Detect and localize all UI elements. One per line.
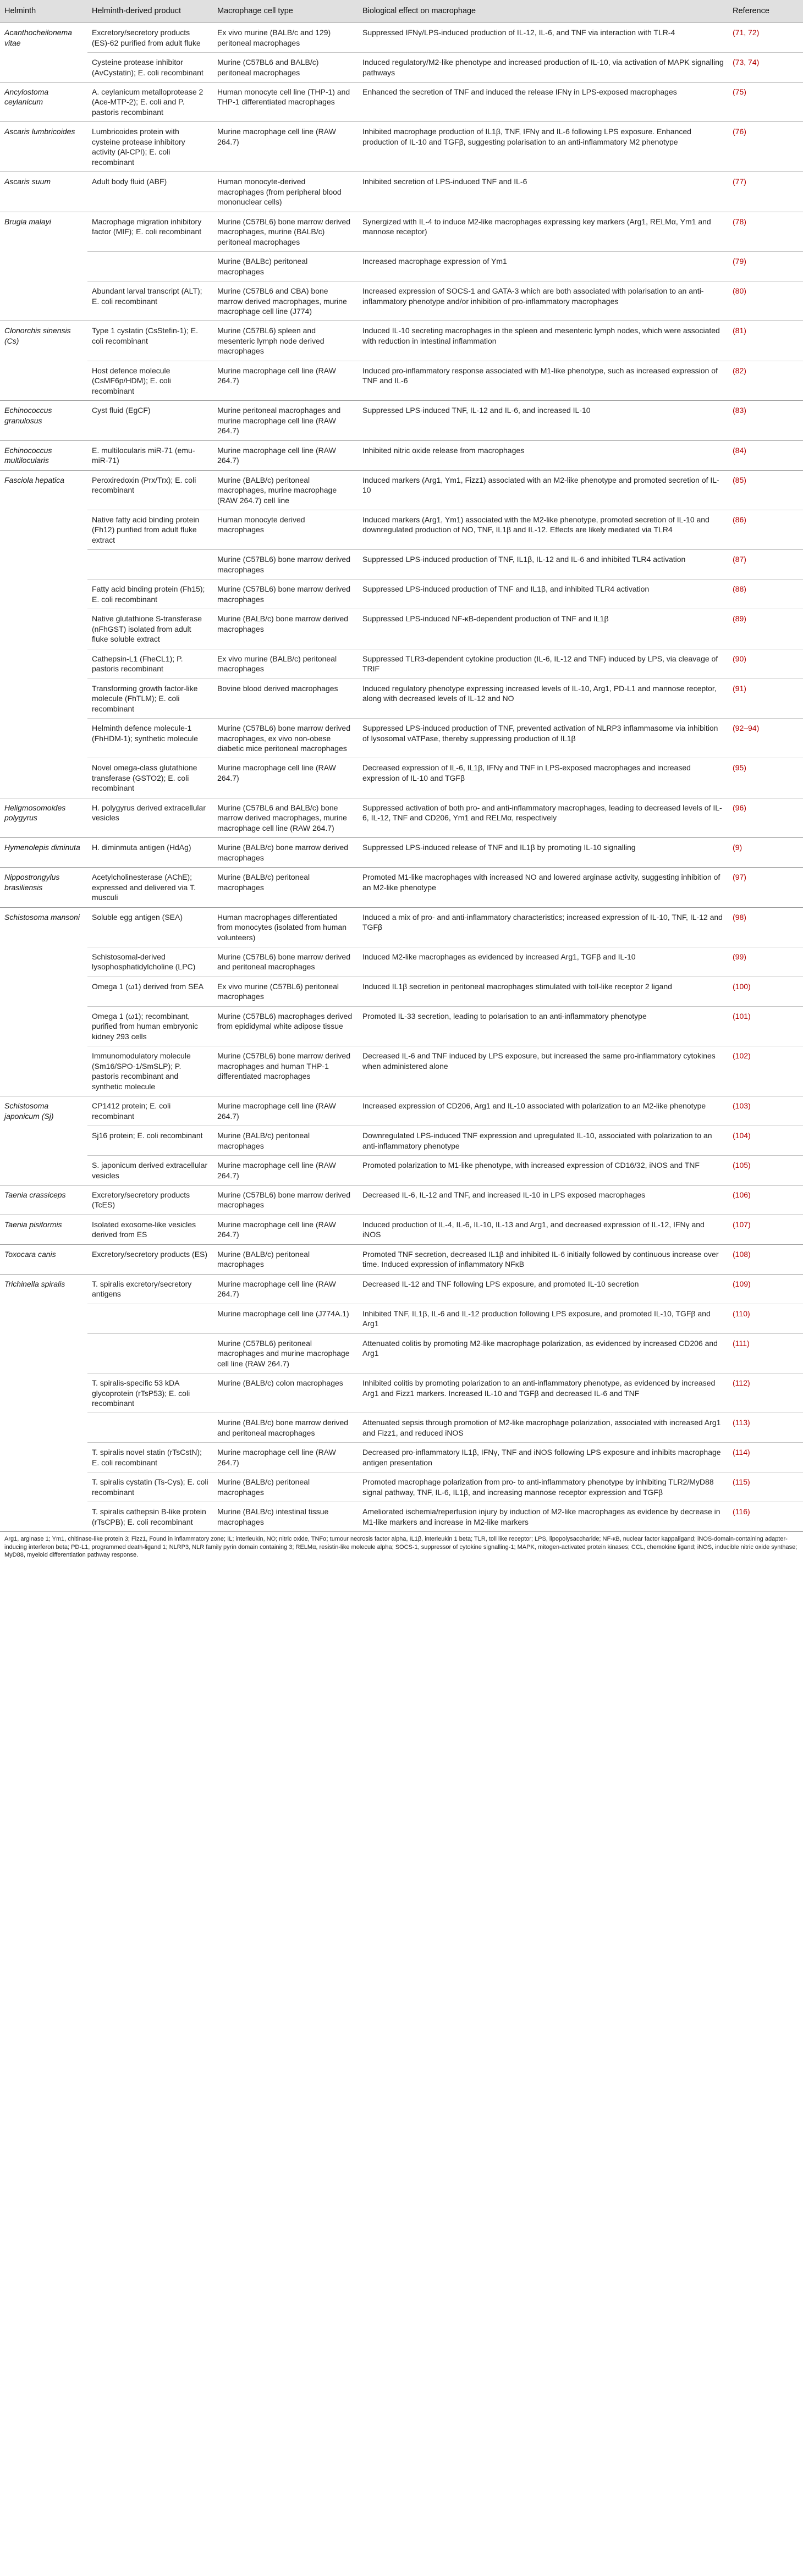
macrophage-type-cell: Murine (C57BL6) bone marrow derived macrophages, ex vivo non-obese diabetic mice peritoneal macrophages — [213, 719, 358, 758]
macrophage-type-cell: Murine macrophage cell line (RAW 264.7) — [213, 361, 358, 400]
biological-effect-cell: Decreased pro-inflammatory IL1β, IFNγ, TNF and iNOS following LPS exposure and inhibits macrophage antigen presentation — [358, 1443, 728, 1472]
product-cell: Excretory/secretory products (TcES) — [87, 1185, 213, 1215]
table-row — [0, 1502, 803, 1531]
helminth-name-cell: Ancylostoma ceylanicum — [0, 82, 87, 122]
table-footnote: Arg1, arginase 1; Ym1, chitinase-like protein 3; Fizz1, Found in inflammatory zone; IL; interleukin, NO; nitric oxide, TNFα; tumour necrosis factor alpha, IL1β, interleukin 1 beta; TLR, toll like receptor; LPS, lipopolysaccharide; NF-κB, nuclear factor kappaligand; iNOS-domain-containing adapter-inducing interferon beta; PD-L1, programmed death-ligand 1; NLRP3, NLR family pyrin domain containing 3; RELMα, resistin-like molecule alpha; SOCS-1, suppressor of cytokine signalling-1; MAPK, mitogen-activated protein kinases; CCL, chemokine ligand; iNOS, inducible nitric oxide synthase; MyD88, myeloid differentiation pathway response. — [0, 1531, 803, 1565]
biological-effect-cell: Increased expression of CD206, Arg1 and IL-10 associated with polarization to an M2-like phenotype — [358, 1096, 728, 1126]
biological-effect-cell: Suppressed IFNγ/LPS-induced production of IL-12, IL-6, and TNF via interaction with TLR-4 — [358, 23, 728, 53]
biological-effect-cell: Induced IL-10 secreting macrophages in the spleen and mesenteric lymph nodes, which were associated with reduction in intestinal inflammation — [358, 321, 728, 361]
macrophage-type-cell: Murine macrophage cell line (RAW 264.7) — [213, 1274, 358, 1304]
table-row — [0, 719, 803, 758]
biological-effect-cell: Attenuated sepsis through promotion of M2-like macrophage polarization, associated with increased Arg1 and Fizz1, and reduced iNOS — [358, 1413, 728, 1443]
product-cell: T. spiralis-specific 53 kDA glycoprotein (rTsP53); E. coli recombinant — [87, 1374, 213, 1413]
macrophage-type-cell: Murine peritoneal macrophages and murine macrophage cell line (RAW 264.7) — [213, 401, 358, 440]
table-row — [0, 1472, 803, 1502]
helminth-name-cell: Nippostrongylus brasiliensis — [0, 868, 87, 907]
reference-cell: (83) — [728, 401, 803, 440]
product-cell: Excretory/secretory products (ES)-62 purified from adult fluke — [87, 23, 213, 53]
reference-cell: (110) — [728, 1304, 803, 1333]
table-row — [0, 252, 803, 282]
macrophage-type-cell: Murine (C57BL6 and BALB/c) bone marrow derived macrophages, murine macrophage cell line (RAW 264.7) — [213, 798, 358, 837]
table-row — [0, 23, 803, 53]
macrophage-type-cell: Murine macrophage cell line (RAW 264.7) — [213, 122, 358, 172]
macrophage-type-cell: Murine (BALB/c) peritoneal macrophages — [213, 868, 358, 907]
reference-cell: (106) — [728, 1185, 803, 1215]
table-row — [0, 1215, 803, 1244]
reference-cell: (78) — [728, 212, 803, 251]
table-row — [0, 82, 803, 122]
product-cell — [87, 1333, 213, 1373]
macrophage-type-cell: Murine (C57BL6) peritoneal macrophages and murine macrophage cell line (RAW 264.7) — [213, 1333, 358, 1373]
product-cell: Adult body fluid (ABF) — [87, 172, 213, 212]
reference-cell: (99) — [728, 947, 803, 977]
biological-effect-cell: Suppressed activation of both pro- and anti-inflammatory macrophages, leading to decreased levels of IL-6, IL-12, TNF and CD206, Ym1 and RELMα, respectively — [358, 798, 728, 837]
reference-cell: (91) — [728, 679, 803, 718]
header-helminth: Helminth — [0, 0, 87, 23]
product-cell: Peroxiredoxin (Prx/Trx); E. coli recombinant — [87, 470, 213, 510]
macrophage-type-cell: Murine (C57BL6) bone marrow derived macrophages — [213, 580, 358, 609]
biological-effect-cell: Promoted IL-33 secretion, leading to polarisation to an anti-inflammatory phenotype — [358, 1006, 728, 1046]
macrophage-type-cell: Murine (C57BL6) bone marrow derived macrophages — [213, 550, 358, 580]
helminth-name-cell: Fasciola hepatica — [0, 470, 87, 798]
helminth-name-cell: Heligmosomoides polygyrus — [0, 798, 87, 837]
reference-cell: (89) — [728, 609, 803, 649]
header-reference: Reference — [728, 0, 803, 23]
macrophage-type-cell: Bovine blood derived macrophages — [213, 679, 358, 718]
table-row — [0, 122, 803, 172]
biological-effect-cell: Synergized with IL-4 to induce M2-like macrophages expressing key markers (Arg1, RELMα, Ym1 and mannose receptor) — [358, 212, 728, 251]
product-cell: T. spiralis excretory/secretory antigens — [87, 1274, 213, 1304]
table-row — [0, 1374, 803, 1413]
product-cell — [87, 1304, 213, 1333]
product-cell: Transforming growth factor-like molecule (FhTLM); E. coli recombinant — [87, 679, 213, 718]
macrophage-type-cell: Murine (BALB/c) peritoneal macrophages — [213, 1472, 358, 1502]
reference-cell: (109) — [728, 1274, 803, 1304]
product-cell: T. spiralis novel statin (rTsCstN); E. coli recombinant — [87, 1443, 213, 1472]
macrophage-type-cell: Murine (C57BL6) spleen and mesenteric lymph node derived macrophages — [213, 321, 358, 361]
reference-cell: (97) — [728, 868, 803, 907]
table-row — [0, 758, 803, 798]
product-cell — [87, 252, 213, 282]
reference-cell: (116) — [728, 1502, 803, 1531]
reference-cell: (101) — [728, 1006, 803, 1046]
helminth-name-cell: Brugia malayi — [0, 212, 87, 321]
product-cell: T. spiralis cathepsin B-like protein (rTsCPB); E. coli recombinant — [87, 1502, 213, 1531]
table-row — [0, 470, 803, 510]
biological-effect-cell: Increased macrophage expression of Ym1 — [358, 252, 728, 282]
macrophage-type-cell: Murine macrophage cell line (RAW 264.7) — [213, 1215, 358, 1244]
helminth-name-cell: Ascaris lumbricoides — [0, 122, 87, 172]
reference-cell: (96) — [728, 798, 803, 837]
table-row — [0, 1046, 803, 1096]
product-cell: H. polygyrus derived extracellular vesicles — [87, 798, 213, 837]
biological-effect-cell: Decreased IL-6, IL-12 and TNF, and increased IL-10 in LPS exposed macrophages — [358, 1185, 728, 1215]
table-row — [0, 401, 803, 440]
table-row — [0, 679, 803, 718]
table-header-row — [0, 0, 803, 23]
product-cell: Isolated exosome-like vesicles derived from ES — [87, 1215, 213, 1244]
reference-cell: (79) — [728, 252, 803, 282]
biological-effect-cell: Decreased IL-12 and TNF following LPS exposure, and promoted IL-10 secretion — [358, 1274, 728, 1304]
table-row — [0, 609, 803, 649]
table-row — [0, 580, 803, 609]
table-row — [0, 282, 803, 321]
macrophage-type-cell: Murine (BALB/c) peritoneal macrophages — [213, 1126, 358, 1156]
biological-effect-cell: Induced M2-like macrophages as evidenced by increased Arg1, TGFβ and IL-10 — [358, 947, 728, 977]
product-cell: H. diminmuta antigen (HdAg) — [87, 838, 213, 868]
biological-effect-cell: Promoted polarization to M1-like phenotype, with increased expression of CD16/32, iNOS and TNF — [358, 1156, 728, 1185]
biological-effect-cell: Induced a mix of pro- and anti-inflammatory characteristics; increased expression of IL-10, TNF, IL-12 and TGFβ — [358, 907, 728, 947]
product-cell: Acetylcholinesterase (AChE); expressed and delivered via T. musculi — [87, 868, 213, 907]
macrophage-type-cell: Human monocyte derived macrophages — [213, 510, 358, 550]
reference-cell: (88) — [728, 580, 803, 609]
reference-cell: (75) — [728, 82, 803, 122]
table-row — [0, 212, 803, 251]
macrophage-type-cell: Murine macrophage cell line (RAW 264.7) — [213, 440, 358, 470]
reference-cell: (115) — [728, 1472, 803, 1502]
table-row — [0, 510, 803, 550]
biological-effect-cell: Promoted TNF secretion, decreased IL1β and inhibited IL-6 initially followed by continuous increase over time. Induced expression of inflammatory NFκB — [358, 1244, 728, 1274]
biological-effect-cell: Suppressed LPS-induced production of TNF, prevented activation of NLRP3 inflammasome via inhibition of lysosomal vATPase, thereby suppressing production of IL1β — [358, 719, 728, 758]
header-product: Helminth-derived product — [87, 0, 213, 23]
helminth-name-cell: Clonorchis sinensis (Cs) — [0, 321, 87, 401]
table-row — [0, 1096, 803, 1126]
macrophage-type-cell: Murine (C57BL6) bone marrow derived and peritoneal macrophages — [213, 947, 358, 977]
product-cell: Macrophage migration inhibitory factor (MIF); E. coli recombinant — [87, 212, 213, 251]
biological-effect-cell: Induced pro-inflammatory response associated with M1-like phenotype, such as increased expression of TNF and IL-6 — [358, 361, 728, 400]
biological-effect-cell: Induced markers (Arg1, Ym1, Fizz1) associated with an M2-like phenotype and promoted secretion of IL-10 — [358, 470, 728, 510]
reference-cell: (108) — [728, 1244, 803, 1274]
macrophage-type-cell: Ex vivo murine (BALB/c and 129) peritoneal macrophages — [213, 23, 358, 53]
product-cell: Host defence molecule (CsMF6p/HDM); E. coli recombinant — [87, 361, 213, 400]
header-cell-type: Macrophage cell type — [213, 0, 358, 23]
macrophage-type-cell: Human monocyte-derived macrophages (from peripheral blood mononuclear cells) — [213, 172, 358, 212]
table-row — [0, 868, 803, 907]
reference-cell: (100) — [728, 977, 803, 1006]
biological-effect-cell: Attenuated colitis by promoting M2-like macrophage polarization, as evidenced by increased CD206 and Arg1 — [358, 1333, 728, 1373]
biological-effect-cell: Induced production of IL-4, IL-6, IL-10, IL-13 and Arg1, and decreased expression of IL-12, IFNγ and iNOS — [358, 1215, 728, 1244]
biological-effect-cell: Enhanced the secretion of TNF and induced the release IFNγ in LPS-exposed macrophages — [358, 82, 728, 122]
helminth-name-cell: Toxocara canis — [0, 1244, 87, 1274]
reference-cell: (73, 74) — [728, 53, 803, 82]
reference-cell: (103) — [728, 1096, 803, 1126]
biological-effect-cell: Decreased expression of IL-6, IL1β, IFNγ and TNF in LPS-exposed macrophages and increased expression of IL-10 and TGFβ — [358, 758, 728, 798]
biological-effect-cell: Suppressed LPS-induced TNF, IL-12 and IL-6, and increased IL-10 — [358, 401, 728, 440]
table-row — [0, 947, 803, 977]
reference-cell: (84) — [728, 440, 803, 470]
product-cell: Cathepsin-L1 (FheCL1); P. pastoris recombinant — [87, 649, 213, 679]
table-row — [0, 550, 803, 580]
macrophage-type-cell: Murine (BALB/c) bone marrow derived macrophages — [213, 609, 358, 649]
product-cell: Sj16 protein; E. coli recombinant — [87, 1126, 213, 1156]
macrophage-type-cell: Murine (BALB/c) bone marrow derived and peritoneal macrophages — [213, 1413, 358, 1443]
macrophage-type-cell: Murine (C57BL6) bone marrow derived macrophages, murine (BALB/c) peritoneal macrophages — [213, 212, 358, 251]
biological-effect-cell: Suppressed LPS-induced release of TNF and IL1β by promoting IL-10 signalling — [358, 838, 728, 868]
table-row — [0, 172, 803, 212]
product-cell: Immunomodulatory molecule (Sm16/SPO-1/SmSLP); P. pastoris recombinant and synthetic molecule — [87, 1046, 213, 1096]
biological-effect-cell: Suppressed LPS-induced production of TNF, IL1β, IL-12 and IL-6 and inhibited TLR4 activation — [358, 550, 728, 580]
table-row — [0, 1333, 803, 1373]
reference-cell: (98) — [728, 907, 803, 947]
macrophage-type-cell: Murine macrophage cell line (J774A.1) — [213, 1304, 358, 1333]
table-row — [0, 649, 803, 679]
table-row — [0, 1185, 803, 1215]
reference-cell: (92–94) — [728, 719, 803, 758]
product-cell: Cyst fluid (EgCF) — [87, 401, 213, 440]
table-row — [0, 1304, 803, 1333]
reference-cell: (111) — [728, 1333, 803, 1373]
product-cell: Soluble egg antigen (SEA) — [87, 907, 213, 947]
product-cell: Excretory/secretory products (ES) — [87, 1244, 213, 1274]
biological-effect-cell: Inhibited TNF, IL1β, IL-6 and IL-12 production following LPS exposure, and promoted IL-10, TGFβ and Arg1 — [358, 1304, 728, 1333]
table-row — [0, 977, 803, 1006]
biological-effect-cell: Decreased IL-6 and TNF induced by LPS exposure, but increased the same pro-inflammatory cytokines when administered alone — [358, 1046, 728, 1096]
reference-cell: (86) — [728, 510, 803, 550]
biological-effect-cell: Suppressed TLR3-dependent cytokine production (IL-6, IL-12 and TNF) induced by LPS, via cleavage of TRIF — [358, 649, 728, 679]
helminth-name-cell: Trichinella spiralis — [0, 1274, 87, 1531]
macrophage-type-cell: Murine macrophage cell line (RAW 264.7) — [213, 758, 358, 798]
product-cell: Cysteine protease inhibitor (AvCystatin); E. coli recombinant — [87, 53, 213, 82]
reference-cell: (80) — [728, 282, 803, 321]
product-cell: Fatty acid binding protein (Fh15); E. coli recombinant — [87, 580, 213, 609]
reference-cell: (77) — [728, 172, 803, 212]
table-row — [0, 1126, 803, 1156]
macrophage-type-cell: Murine (C57BL6) macrophages derived from epididymal white adipose tissue — [213, 1006, 358, 1046]
reference-cell: (9) — [728, 838, 803, 868]
biological-effect-cell: Induced markers (Arg1, Ym1) associated with the M2-like phenotype, promoted secretion of IL-10 and downregulated production of NO, TNF, IL1β and IL-12. Effects are likely mediated via TLR4 — [358, 510, 728, 550]
helminth-name-cell: Echinococcus granulosus — [0, 401, 87, 440]
table-row — [0, 53, 803, 82]
table-row — [0, 1443, 803, 1472]
helminth-name-cell: Schistosoma japonicum (Sj) — [0, 1096, 87, 1185]
helminth-name-cell: Ascaris suum — [0, 172, 87, 212]
helminth-name-cell: Schistosoma mansoni — [0, 907, 87, 1096]
reference-cell: (71, 72) — [728, 23, 803, 53]
table-row — [0, 361, 803, 400]
product-cell: Omega 1 (ω1); recombinant, purified from human embryonic kidney 293 cells — [87, 1006, 213, 1046]
product-cell: Abundant larval transcript (ALT); E. coli recombinant — [87, 282, 213, 321]
macrophage-type-cell: Murine (BALB/c) peritoneal macrophages — [213, 1244, 358, 1274]
reference-cell: (87) — [728, 550, 803, 580]
macrophage-type-cell: Murine (BALB/c) colon macrophages — [213, 1374, 358, 1413]
reference-cell: (107) — [728, 1215, 803, 1244]
product-cell: Schistosomal-derived lysophosphatidylcholine (LPC) — [87, 947, 213, 977]
biological-effect-cell: Promoted macrophage polarization from pro- to anti-inflammatory phenotype by inhibiting TLR2/MyD88 signal pathway, TNF, IL-6, IL1β, and increasing mannose receptor expression and TGFβ — [358, 1472, 728, 1502]
reference-cell: (104) — [728, 1126, 803, 1156]
header-effect: Biological effect on macrophage — [358, 0, 728, 23]
table-row — [0, 1274, 803, 1304]
biological-effect-cell: Suppressed LPS-induced NF-κB-dependent production of TNF and IL1β — [358, 609, 728, 649]
macrophage-type-cell: Murine (C57BL6) bone marrow derived macrophages — [213, 1185, 358, 1215]
table-row — [0, 838, 803, 868]
biological-effect-cell: Induced IL1β secretion in peritoneal macrophages stimulated with toll-like receptor 2 ligand — [358, 977, 728, 1006]
product-cell: T. spiralis cystatin (Ts-Cys); E. coli recombinant — [87, 1472, 213, 1502]
product-cell: Omega 1 (ω1) derived from SEA — [87, 977, 213, 1006]
biological-effect-cell: Inhibited secretion of LPS-induced TNF and IL-6 — [358, 172, 728, 212]
product-cell: A. ceylanicum metalloprotease 2 (Ace-MTP-2); E. coli and P. pastoris recombinant — [87, 82, 213, 122]
reference-cell: (90) — [728, 649, 803, 679]
helminth-name-cell: Taenia crassiceps — [0, 1185, 87, 1215]
biological-effect-cell: Ameliorated ischemia/reperfusion injury by induction of M2-like macrophages as evidence by decrease in M1-like markers and increase in M2-like markers — [358, 1502, 728, 1531]
table-row — [0, 321, 803, 361]
table-row — [0, 1413, 803, 1443]
product-cell: E. multilocularis miR-71 (emu-miR-71) — [87, 440, 213, 470]
reference-cell: (76) — [728, 122, 803, 172]
macrophage-type-cell: Human macrophages differentiated from monocytes (isolated from human volunteers) — [213, 907, 358, 947]
table-row — [0, 907, 803, 947]
helminth-name-cell: Echinococcus multilocularis — [0, 440, 87, 470]
macrophage-type-cell: Murine (C57BL6 and CBA) bone marrow derived macrophages, murine macrophage cell line (J774) — [213, 282, 358, 321]
macrophage-type-cell: Murine (BALB/c) intestinal tissue macrophages — [213, 1502, 358, 1531]
product-cell: CP1412 protein; E. coli recombinant — [87, 1096, 213, 1126]
reference-cell: (102) — [728, 1046, 803, 1096]
reference-cell: (113) — [728, 1413, 803, 1443]
macrophage-type-cell: Murine macrophage cell line (RAW 264.7) — [213, 1443, 358, 1472]
reference-cell: (85) — [728, 470, 803, 510]
biological-effect-cell: Increased expression of SOCS-1 and GATA-3 which are both associated with polarisation to an anti-inflammatory phenotype and/or inhibition of pro-inflammatory macrophages — [358, 282, 728, 321]
reference-cell: (105) — [728, 1156, 803, 1185]
product-cell — [87, 550, 213, 580]
macrophage-type-cell: Murine (BALB/c) peritoneal macrophages, murine macrophage (RAW 264.7) cell line — [213, 470, 358, 510]
macrophage-type-cell: Murine (C57BL6 and BALB/c) peritoneal macrophages — [213, 53, 358, 82]
reference-cell: (112) — [728, 1374, 803, 1413]
macrophage-type-cell: Murine (C57BL6) bone marrow derived macrophages and human THP-1 differentiated macrophages — [213, 1046, 358, 1096]
macrophage-type-cell: Murine macrophage cell line (RAW 264.7) — [213, 1156, 358, 1185]
table-row — [0, 440, 803, 470]
helminth-name-cell: Acanthocheilonema vitae — [0, 23, 87, 82]
biological-effect-cell: Inhibited nitric oxide release from macrophages — [358, 440, 728, 470]
macrophage-type-cell: Ex vivo murine (C57BL6) peritoneal macrophages — [213, 977, 358, 1006]
table-row — [0, 1244, 803, 1274]
table-row — [0, 1156, 803, 1185]
product-cell: S. japonicum derived extracellular vesicles — [87, 1156, 213, 1185]
table-body — [0, 23, 803, 1532]
table-row — [0, 798, 803, 837]
reference-cell: (81) — [728, 321, 803, 361]
macrophage-type-cell: Murine (BALB/c) bone marrow derived macrophages — [213, 838, 358, 868]
product-cell: Type 1 cystatin (CsStefin-1); E. coli recombinant — [87, 321, 213, 361]
macrophage-type-cell: Murine (BALBc) peritoneal macrophages — [213, 252, 358, 282]
reference-cell: (114) — [728, 1443, 803, 1472]
biological-effect-cell: Inhibited colitis by promoting polarization to an anti-inflammatory phenotype, as evidenced by increased Arg1 and Fizz1 markers. Increased IL-10 and TGFβ and decreased IL-6 and TNF — [358, 1374, 728, 1413]
product-cell: Helminth defence molecule-1 (FhHDM-1); synthetic molecule — [87, 719, 213, 758]
macrophage-type-cell: Human monocyte cell line (THP-1) and THP-1 differentiated macrophages — [213, 82, 358, 122]
macrophage-type-cell: Murine macrophage cell line (RAW 264.7) — [213, 1096, 358, 1126]
biological-effect-cell: Inhibited macrophage production of IL1β, TNF, IFNγ and IL-6 following LPS exposure. Enhanced production of IL-10 and TGFβ, suggesting polarisation to an anti-inflammatory M2 phenotype — [358, 122, 728, 172]
biological-effect-cell: Suppressed LPS-induced production of TNF and IL1β, and inhibited TLR4 activation — [358, 580, 728, 609]
product-cell: Novel omega-class glutathione transferase (GSTO2); E. coli recombinant — [87, 758, 213, 798]
table-row — [0, 1006, 803, 1046]
biological-effect-cell: Downregulated LPS-induced TNF expression and upregulated IL-10, associated with polarization to an anti-inflammatory phenotype — [358, 1126, 728, 1156]
biological-effect-cell: Induced regulatory phenotype expressing increased levels of IL-10, Arg1, PD-L1 and mannose receptor, along with decreased levels of IL-12 and NO — [358, 679, 728, 718]
product-cell: Native glutathione S-transferase (nFhGST) isolated from adult fluke soluble extract — [87, 609, 213, 649]
product-cell: Lumbricoides protein with cysteine protease inhibitory activity (Al-CPI); E. coli recombinant — [87, 122, 213, 172]
helminth-name-cell: Hymenolepis diminuta — [0, 838, 87, 868]
biological-effect-cell: Induced regulatory/M2-like phenotype and increased production of IL-10, via activation of MAPK signalling pathways — [358, 53, 728, 82]
macrophage-type-cell: Ex vivo murine (BALB/c) peritoneal macrophages — [213, 649, 358, 679]
helminth-name-cell: Taenia pisiformis — [0, 1215, 87, 1244]
reference-cell: (95) — [728, 758, 803, 798]
product-cell — [87, 1413, 213, 1443]
reference-cell: (82) — [728, 361, 803, 400]
product-cell: Native fatty acid binding protein (Fh12) purified from adult fluke extract — [87, 510, 213, 550]
biological-effect-cell: Promoted M1-like macrophages with increased NO and lowered arginase activity, suggesting inhibition of an M2-like phenotype — [358, 868, 728, 907]
